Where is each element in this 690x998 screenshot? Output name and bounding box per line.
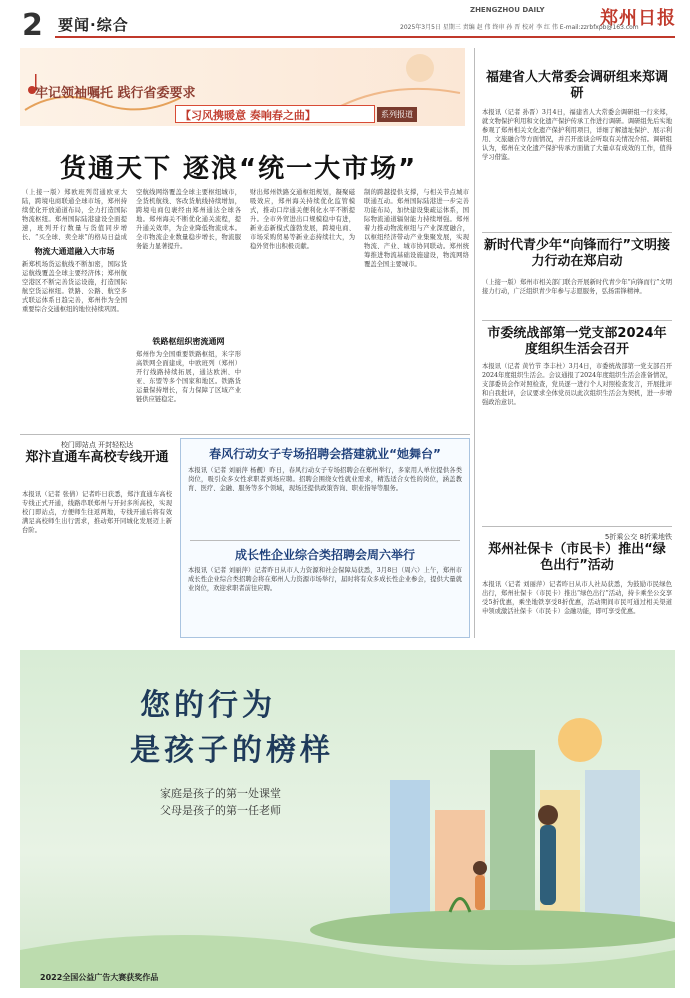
- section-title: 要闻·综合: [58, 16, 129, 34]
- banner-subtitle: 【习风携暖意 奏响春之曲】: [180, 109, 316, 122]
- column-divider: [474, 48, 475, 638]
- ad-illustration: [20, 650, 675, 988]
- box2-title: 成长性企业综合类招聘会周六举行: [234, 548, 415, 562]
- divider: [20, 434, 470, 435]
- article4-kicker: 5折乘公交 8折乘地铁: [604, 533, 672, 541]
- lead-col1b-text: 新郑机场货运航线不断加密，国际货运航线覆盖全球主要经济体；郑州航空港区不断完善货运设施，打造国际航空货运枢纽。铁路、公路、航空多式联运体系日趋完善，郑州作为全国重要综合交通枢纽的地位持续巩固。: [22, 261, 127, 313]
- article2-title: 新时代青少年“向锋而行”文明接力行动在郑启动: [483, 238, 671, 269]
- public-service-ad: [20, 650, 675, 988]
- header-meta: 2025年3月5日 星期三 责编 赵 伟 终审 孙 晋 校对 李 红 伟 E-mail:zzrbfxpb@163.com: [400, 24, 639, 31]
- article1-title: 福建省人大常委会调研组来郑调研: [485, 70, 668, 101]
- box2-body: 本报讯（记者 刘丽萍）记者昨日从市人力资源和社会保障局获悉，3月8日（周六）上午，郑州市成长性企业综合类招聘会将在郑州人力资源市场举行，届时将有众多成长性企业参会，提供大量就业岗位，欢迎求职者前往应聘。: [188, 567, 462, 592]
- lead-headline: 货通天下 逐浪“统一大市场”: [60, 154, 418, 184]
- ad-title-line1: 您的行为: [140, 688, 276, 723]
- left-title: 郑汴直通车高校专线开通: [25, 450, 169, 465]
- left-body: 本报讯（记者 张倩）记者昨日获悉，郑汴直通车高校专线正式开通，线路串联郑州与开封多所高校，实现校门即站点，方便师生往返两地，专线开通后将有效满足高校师生出行需求，推动郑开同城化发展迈上新台阶。: [22, 491, 172, 534]
- article4-title: 郑州社保卡（市民卡）推出“绿色出行”活动: [488, 542, 666, 573]
- left-kicker: 校门即站点 开封轻松达: [60, 441, 134, 449]
- article1-body: 本报讯（记者 孙晋）3月4日，福建省人大常委会调研组一行来郑，就文物保护利用和文化遗产保护传承工作进行调研。调研组先后实地参观了郑州相关文化遗产保护利用项目，详细了解遗址保护、展示利用、文旅融合等方面情况，并召开座谈会听取有关情况介绍。调研组认为，郑州在文化遗产保护传承方面做了大量卓有成效的工作，值得学习借鉴。: [482, 109, 672, 161]
- lead-col2-text: 空航线网络覆盖全球主要枢纽城市，全货机航线、客改货航线持续增加，跨境电商包裹经由郑州通达全球各地。郑州海关不断优化通关流程，提升通关效率，为企业降低物流成本。全市物流企业数量稳步增长，物流服务能力显著提升。: [136, 189, 241, 250]
- ad-subtitle-line2: 父母是孩子的第一任老师: [160, 804, 281, 817]
- lead-col1-subhead: 物流大通道融入大市场: [34, 247, 115, 256]
- divider: [482, 320, 672, 321]
- ad-footer: 2022全国公益广告大赛获奖作品: [40, 973, 159, 982]
- ad-subtitle-line1: 家庭是孩子的第一处课堂: [160, 787, 281, 800]
- paper-logo: 郑州日报: [600, 8, 676, 29]
- banner-slogan: 牢记领袖嘱托 践行省委要求: [35, 86, 196, 101]
- article2-body: （上接一版）郑州市相关部门联合开展新时代青少年“向锋而行”文明接力行动，广泛组织青少年参与志愿服务，弘扬雷锋精神。: [482, 279, 672, 295]
- series-tag: 系列报道: [377, 107, 417, 122]
- divider: [190, 540, 460, 541]
- header-rule: [55, 36, 675, 38]
- box1-body: 本报讯（记者 刘丽萍 杨靓）昨日，春风行动女子专场招聘会在郑州举行，多家用人单位提供各类岗位，吸引众多女性求职者到场应聘。招聘会围绕女性就业需求，精选适合女性的岗位，涵盖教育、医疗、金融、服务等多个领域，现场还提供政策咨询、职业指导等服务。: [188, 467, 462, 492]
- article3-body: 本报讯（记者 黄竹节 李丰杜）3月4日，市委统战部第一党支部召开2024年度组织生活会。会议通报了2024年度组织生活会准备情况，支部委员会作对照检查，党员逐一进行个人对照检查发言，开展批评和自我批评，会议要求全体党员以此次组织生活会为契机，进一步增强政治意识。: [482, 363, 672, 406]
- lead-col2b-text: 郑州作为全国重要铁路枢纽，米字形高铁网全面建成，中欧班列（郑州）开行线路持续拓展，通达欧洲、中亚、东盟等多个国家和地区。铁路货运量保持增长，有力保障了区域产业链供应链稳定。: [136, 351, 241, 403]
- article3-title: 市委统战部第一党支部2024年度组织生活会召开: [487, 326, 667, 357]
- lead-col2-subhead: 铁路枢纽织密流通网: [152, 337, 225, 346]
- paper-name-en: ZHENGZHOU DAILY: [470, 6, 545, 14]
- divider: [482, 232, 672, 233]
- box1-title: 春风行动女子专场招聘会搭建就业“她舞台”: [209, 447, 441, 461]
- page-number: 2: [22, 8, 43, 43]
- ad-title-line2: 是孩子的榜样: [130, 733, 334, 768]
- lead-col1-text: （上接一版）郑欧班列贯通欧亚大陆，跨境电商联通全球市场，郑州持续优化开放通道布局，全力打造国际物流枢纽。郑州国际陆港建设全面提速，班列开行数量与货值同步增长，“买全球、卖全球”的格局日益成: [22, 189, 127, 240]
- article4-body: 本报讯（记者 刘丽萍）记者昨日从市人社局获悉，为鼓励市民绿色出行，郑州社保卡（市民卡）推出“绿色出行”活动，持卡乘坐公交享受5折优惠，乘坐地铁享受8折优惠，活动期间市民可通过相关渠道申领或激活社保卡（市民卡）金融功能，即可享受优惠。: [482, 581, 672, 615]
- divider: [482, 526, 672, 527]
- lead-col3-text: 财出郑州铁路交通枢纽规划，凝聚磁吸效应，郑州海关持续优化监管模式，推动口岸通关便利化水平不断提升。全市外贸进出口规模稳中有进，新业态新模式蓬勃发展，跨境电商、市场采购贸易等新业态持续壮大，为稳外贸作出积极贡献。: [250, 189, 355, 250]
- lead-col4-text: 制的跨越提供支撑，与相关节点城市联通互动。郑州国际陆港进一步完善功能布局，加快建设集疏运体系，国际物流通道辐射能力持续增强。郑州着力推动物流枢纽与产业深度融合，以枢纽经济带动产业集聚发展，实现物流、产业、城市协同联动。郑州统筹推进物流基础设施建设，物流网络覆盖全国主要城市。: [364, 189, 469, 268]
